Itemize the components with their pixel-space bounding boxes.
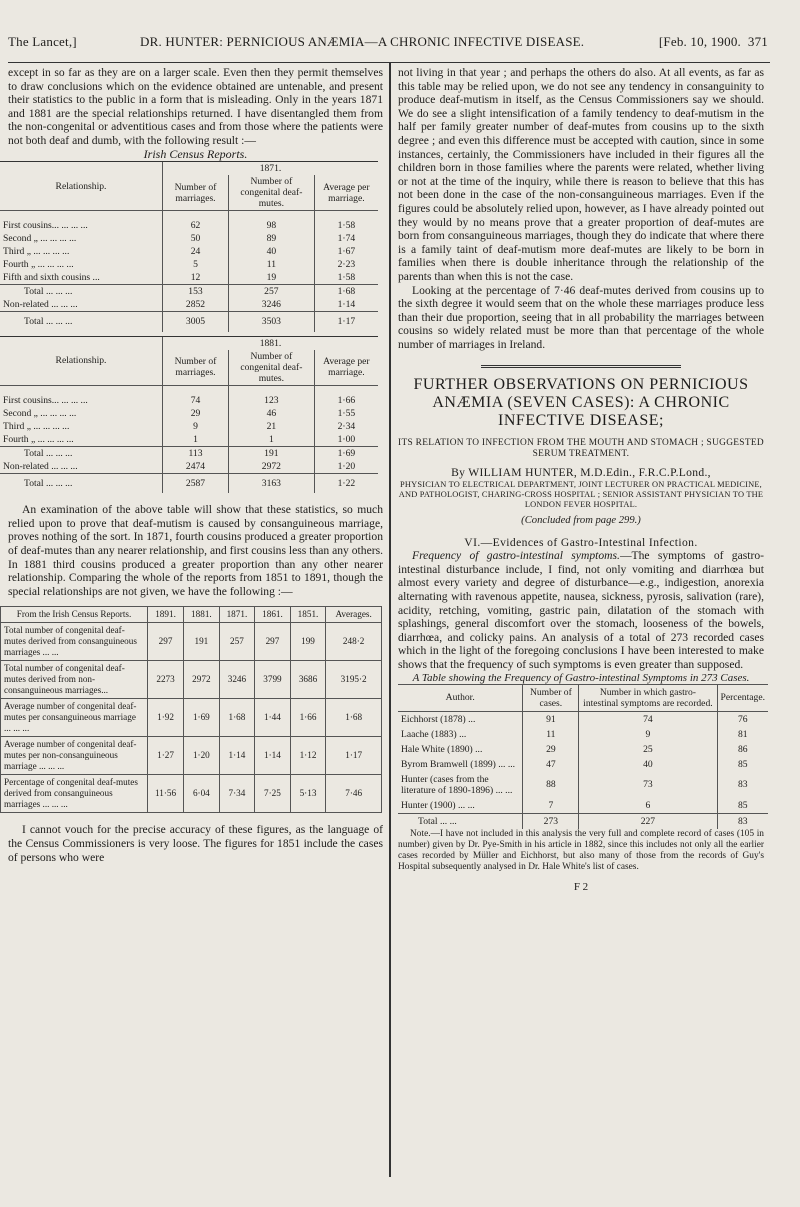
cell: Second „ ... ... ... ... xyxy=(3,407,77,419)
cell: Hunter (cases from the literature of 1890-1896) ... ... xyxy=(401,773,513,796)
cell: 2972 xyxy=(228,460,314,474)
table-row xyxy=(0,219,378,232)
cell: 1·14 xyxy=(219,737,255,775)
cell: 2474 xyxy=(163,460,229,474)
cell: 3246 xyxy=(219,661,255,699)
header-author: Author. xyxy=(398,684,523,711)
cell: 1·17 xyxy=(314,312,378,332)
header-1871: 1871. xyxy=(219,607,255,623)
header-recorded: Number in which gastro-intestinal symptoms are recorded. xyxy=(579,684,717,711)
cell: 297 xyxy=(148,623,184,661)
cell: 1·67 xyxy=(314,245,378,258)
cell: 21 xyxy=(228,420,314,433)
running-header xyxy=(8,34,768,56)
section-heading: VI.—Evidences of Gastro-Intestinal Infection. xyxy=(464,535,698,549)
cell: 1 xyxy=(228,433,314,447)
cell: 81 xyxy=(717,727,768,742)
cell: 46 xyxy=(228,407,314,420)
cell: 76 xyxy=(717,711,768,727)
cell: 3503 xyxy=(228,312,314,332)
article-separator xyxy=(481,365,681,368)
header-1851: 1851. xyxy=(290,607,326,623)
paragraph-lead: Frequency of gastro-intestinal symptoms. xyxy=(412,549,620,563)
left-column xyxy=(3,66,383,864)
cell: 3246 xyxy=(228,298,314,312)
cell: Fourth „ ... ... ... ... xyxy=(3,259,74,271)
left-paragraph-1: except in so far as they are on a larger scale. Even then they permit themselves to draw conclusions which on the evidence obtained are untenable, and present their statistics to the public in a form that is misleading. Only in the years 1871 and 1881 are the special relationships returned. I have disentangled them from the non-congenital or adventitious cases and from those where the patients were not both deaf and dumb, with the following result :— xyxy=(8,66,383,147)
census-table-1871 xyxy=(0,161,378,332)
cell: 1·66 xyxy=(314,394,378,407)
cell: 297 xyxy=(255,623,291,661)
right-paragraph-1: not living in that year ; and perhaps the others do also. At all events, as far as this table may be relied upon, we do not see any tendency in consanguinity to produce deaf-mutism in itself, as the Census Commissioners say we should. We do see a slight intensification of a family tendency to deaf-mutism in the half per family greater number of deaf-mutes from cousins up to the sixth degree ; and even this difference must be accepted with caution, since in some instances, certainly, the Commissioners have included in their figures all the children born in those families where the parents were related, whether living or not at the time of the inquiry, while there is reason to believe that this has not been done in the case of the non-consanguineous marriages. Even if the figures could be absolutely relied upon, however, as I have already pointed out they would by no means prove that a greater proportion of deaf-mutes are born from consanguineous marriages, though they do indicate that where there is a family taint of deaf-mutism more deaf-mutes are likely to be born in families when there is double inheritance through the relationship of the parents than when this is not the case. xyxy=(398,66,764,283)
cell: Non-related ... ... ... xyxy=(3,299,78,311)
cell: 40 xyxy=(579,757,717,772)
gi-table-caption: A Table showing the Frequency of Gastro-intestinal Symptoms in 273 Cases. xyxy=(412,671,750,684)
cell: 2852 xyxy=(163,298,229,312)
cell: 1·58 xyxy=(314,219,378,232)
cell: Second „ ... ... ... ... xyxy=(3,233,77,245)
cell: 24 xyxy=(163,245,229,258)
article-title: FURTHER OBSERVATIONS ON PERNICIOUS ANÆMIA (SEVEN CASES): A CHRONIC INFECTIVE DISEASE; xyxy=(413,376,749,430)
cell: Total ... ... ... xyxy=(0,285,163,299)
table-row xyxy=(0,473,378,493)
journal-name: The Lancet,] xyxy=(8,34,77,49)
table-row xyxy=(0,407,378,420)
table-footnote: Note.—I have not included in this analysis the very full and complete record of cases (105 in number) given by Dr. Pye-Smith in his article in 1882, since this includes not only all the earlier cases recorded by Müller and Eichhorst, but also many of those from the records of Guy's Hospital subsequently analysed in Dr. Hale White's list of cases. xyxy=(398,828,764,872)
cell: 83 xyxy=(717,772,768,798)
header-1891: 1891. xyxy=(148,607,184,623)
table-row xyxy=(0,298,378,312)
right-paragraph-2: Looking at the percentage of 7·46 deaf-mutes derived from cousins up to the sixth degree it would seem that on the whole these marriages produce less than their due proportion, seeing that in all probability the marriages between cousins so widely related must be more than that percentage of the whole number of marriages in Ireland. xyxy=(398,283,764,351)
cell: 89 xyxy=(228,232,314,245)
table-row xyxy=(1,775,382,813)
header-marriages: Number of marriages. xyxy=(163,350,229,386)
table-row xyxy=(398,798,768,814)
cell: 1·14 xyxy=(314,298,378,312)
year-1881: 1881. xyxy=(163,336,379,350)
cell: 2587 xyxy=(163,473,229,493)
table-row xyxy=(0,433,378,447)
cell: 1·22 xyxy=(314,473,378,493)
cell: 9 xyxy=(163,420,229,433)
cell: 1·55 xyxy=(314,407,378,420)
cell: 62 xyxy=(163,219,229,232)
cell: 3005 xyxy=(163,312,229,332)
cell: 29 xyxy=(523,742,579,757)
cell: 12 xyxy=(163,271,229,285)
header-relationship: Relationship. xyxy=(0,336,163,385)
table-row xyxy=(398,813,768,829)
table-row xyxy=(398,742,768,757)
page-signature: F 2 xyxy=(573,880,589,893)
census-summary-table xyxy=(0,606,382,813)
cell: 1·69 xyxy=(314,446,378,460)
cell: 3799 xyxy=(255,661,291,699)
cell: 1·68 xyxy=(219,699,255,737)
cell: 9 xyxy=(579,727,717,742)
date-and-page xyxy=(659,34,768,50)
page-number: 371 xyxy=(747,34,768,49)
cell: 227 xyxy=(579,813,717,829)
cell: Average number of congenital deaf-mutes per consanguineous marriage ... ... ... xyxy=(1,699,148,737)
left-paragraph-3: I cannot vouch for the precise accuracy of these figures, as the language of the Census Commissioners is very loose. The figures for 1851 include the cases of persons who were xyxy=(8,823,383,864)
table-row xyxy=(1,737,382,775)
cell: 2972 xyxy=(184,661,220,699)
header-average: Average per marriage. xyxy=(314,175,378,211)
cell: 85 xyxy=(717,757,768,772)
cell: Total ... ... ... xyxy=(0,473,163,493)
cell: 11·56 xyxy=(148,775,184,813)
cell: 1·68 xyxy=(314,285,378,299)
cell: 7·46 xyxy=(326,775,382,813)
cell: Total ... ... ... xyxy=(0,312,163,332)
table-row xyxy=(1,623,382,661)
cell: Average number of congenital deaf-mutes per non-consanguineous marriage ... ... ... xyxy=(1,737,148,775)
paragraph-body: —The symptoms of gastro-intestinal disturbance include, I find, not only vomiting and diarrhœa but almost every variety and degree of disturbance—e.g., indigestion, anorexia alternating with ravenous appetite, nausea, sickness, pyrosis, salivation (rare), acidity, retching, vomiting, gastric pain, dilatation of the stomach with splashings, general discomfort over the stomach, looseness of the bowels, diarrhœa, and colicky pains. An analysis of a total of 273 recorded cases which in the light of the foregoing conclusions I have been interested to make shows that the frequency of such symptoms is even greater than supposed. xyxy=(398,549,765,671)
table-row xyxy=(398,711,768,727)
table-row xyxy=(0,420,378,433)
cell: 3163 xyxy=(228,473,314,493)
table-row xyxy=(398,757,768,772)
cell: First cousins... ... ... ... xyxy=(3,220,88,232)
cell: 7·34 xyxy=(219,775,255,813)
cell: 98 xyxy=(228,219,314,232)
census-table-1881 xyxy=(0,336,378,494)
cell: 1·66 xyxy=(290,699,326,737)
header-cases: Number of cases. xyxy=(523,684,579,711)
table-row xyxy=(1,699,382,737)
cell: 47 xyxy=(523,757,579,772)
author-byline: By WILLIAM HUNTER, M.D.Edin., F.R.C.P.Lond., xyxy=(451,466,711,480)
concluded-note: (Concluded from page 299.) xyxy=(521,515,641,527)
cell: Byrom Bramwell (1899) ... ... xyxy=(401,758,516,770)
cell: 7 xyxy=(523,798,579,814)
table-row xyxy=(0,312,378,332)
cell: 1·68 xyxy=(326,699,382,737)
cell: 73 xyxy=(579,772,717,798)
cell: 1·14 xyxy=(255,737,291,775)
year-1871: 1871. xyxy=(163,162,379,176)
cell: 29 xyxy=(163,407,229,420)
cell: 113 xyxy=(163,446,229,460)
running-title: DR. HUNTER: PERNICIOUS ANÆMIA—A CHRONIC INFECTIVE DISEASE. xyxy=(140,34,585,49)
cell: 83 xyxy=(717,813,768,829)
cell: 191 xyxy=(184,623,220,661)
table-row xyxy=(0,460,378,474)
cell: 3686 xyxy=(290,661,326,699)
issue-date: [Feb. 10, 1900. xyxy=(658,34,741,49)
header-relationship: Relationship. xyxy=(0,162,163,211)
cell: 2273 xyxy=(148,661,184,699)
header-1881: 1881. xyxy=(184,607,220,623)
cell: 257 xyxy=(228,285,314,299)
cell: 1 xyxy=(163,433,229,447)
cell: 5 xyxy=(163,258,229,271)
cell: 1·74 xyxy=(314,232,378,245)
cell: 6·04 xyxy=(184,775,220,813)
header-averages: Averages. xyxy=(326,607,382,623)
header-deaf-mutes: Number of congenital deaf-mutes. xyxy=(228,350,314,386)
table-row xyxy=(0,285,378,299)
cell: Percentage of congenital deaf-mutes derived from consanguineous marriages ... ... ... xyxy=(1,775,148,813)
cell: 7·25 xyxy=(255,775,291,813)
header-1861: 1861. xyxy=(255,607,291,623)
cell: 25 xyxy=(579,742,717,757)
cell: 273 xyxy=(523,813,579,829)
author-affiliation: PHYSICIAN TO ELECTRICAL DEPARTMENT, JOINT LECTURER ON PRACTICAL MEDICINE, AND PATHOLOGIST, CHARING-CROSS HOSPITAL ; SENIOR ASSISTANT PHYSICIAN TO THE LONDON FEVER HOSPITAL. xyxy=(398,480,764,510)
table-row xyxy=(1,661,382,699)
cell: 1·44 xyxy=(255,699,291,737)
cell: 6 xyxy=(579,798,717,814)
cell: Hunter (1900) ... ... xyxy=(401,799,475,811)
cell: 50 xyxy=(163,232,229,245)
cell: 11 xyxy=(228,258,314,271)
header-average: Average per marriage. xyxy=(314,350,378,386)
cell: 3195·2 xyxy=(326,661,382,699)
cell: 74 xyxy=(163,394,229,407)
cell: 123 xyxy=(228,394,314,407)
cell: 191 xyxy=(228,446,314,460)
header-marriages: Number of marriages. xyxy=(163,175,229,211)
cell: Third „ ... ... ... ... xyxy=(3,420,70,432)
table-row xyxy=(0,258,378,271)
cell: 2·23 xyxy=(314,258,378,271)
cell: 1·20 xyxy=(314,460,378,474)
header-percentage: Percentage. xyxy=(717,684,768,711)
cell: Fourth „ ... ... ... ... xyxy=(3,433,74,445)
cell: 1·20 xyxy=(184,737,220,775)
cell: 85 xyxy=(717,798,768,814)
cell: 1·92 xyxy=(148,699,184,737)
cell: 11 xyxy=(523,727,579,742)
cell: 1·00 xyxy=(314,433,378,447)
cell: 74 xyxy=(579,711,717,727)
cell: 199 xyxy=(290,623,326,661)
cell: 1·69 xyxy=(184,699,220,737)
cell: Fifth and sixth cousins ... xyxy=(3,272,100,284)
cell: Eichhorst (1878) ... xyxy=(401,713,476,725)
cell: 91 xyxy=(523,711,579,727)
cell: Total number of congenital deaf-mutes derived from non-consanguineous marriages... xyxy=(1,661,148,699)
table-row xyxy=(0,271,378,285)
cell: Total ... ... ... xyxy=(0,446,163,460)
cell: 2·34 xyxy=(314,420,378,433)
cell: 153 xyxy=(163,285,229,299)
cell: 1·58 xyxy=(314,271,378,285)
cell: 257 xyxy=(219,623,255,661)
gi-symptoms-table xyxy=(398,684,768,829)
column-divider xyxy=(389,62,391,1177)
cell: Laache (1883) ... xyxy=(401,728,467,740)
right-column xyxy=(398,66,764,894)
cell: 248·2 xyxy=(326,623,382,661)
cell: Total ... ... xyxy=(398,813,523,829)
article-subtitle: ITS RELATION TO INFECTION FROM THE MOUTH AND STOMACH ; SUGGESTED SERUM TREATMENT. xyxy=(398,438,764,460)
census-table-caption: Irish Census Reports. xyxy=(143,146,248,161)
cell: 88 xyxy=(523,772,579,798)
header-deaf-mutes: Number of congenital deaf-mutes. xyxy=(228,175,314,211)
cell: Third „ ... ... ... ... xyxy=(3,246,70,258)
table-row xyxy=(398,772,768,798)
cell: 1·17 xyxy=(326,737,382,775)
cell: 19 xyxy=(228,271,314,285)
right-paragraph-3 xyxy=(398,549,764,671)
table-row xyxy=(398,727,768,742)
table-row xyxy=(0,245,378,258)
table-row xyxy=(0,394,378,407)
table-row xyxy=(0,446,378,460)
cell: 1·12 xyxy=(290,737,326,775)
header-source: From the Irish Census Reports. xyxy=(1,607,148,623)
cell: 5·13 xyxy=(290,775,326,813)
table-row xyxy=(0,232,378,245)
cell: Non-related ... ... ... xyxy=(3,460,78,472)
cell: First cousins... ... ... ... xyxy=(3,394,88,406)
cell: 40 xyxy=(228,245,314,258)
cell: Hale White (1890) ... xyxy=(401,743,483,755)
cell: Total number of congenital deaf-mutes derived from consanguineous marriages ... ... xyxy=(1,623,148,661)
cell: 1·27 xyxy=(148,737,184,775)
left-paragraph-2: An examination of the above table will show that these statistics, so much relied upon to prove that deaf-mutism is caused by consanguineous marriage, proves nothing of the sort. In 1871, fourth cousins produced a greater proportion of deaf-mutes than any nearer relationship, and first cousins less than any others. In 1881 third cousins produced a greater proportion than any other nearer relationship. Comparing the whole of the reports from 1851 to 1891, though the special relationships are not given, we have the following :— xyxy=(8,503,383,598)
cell: 86 xyxy=(717,742,768,757)
